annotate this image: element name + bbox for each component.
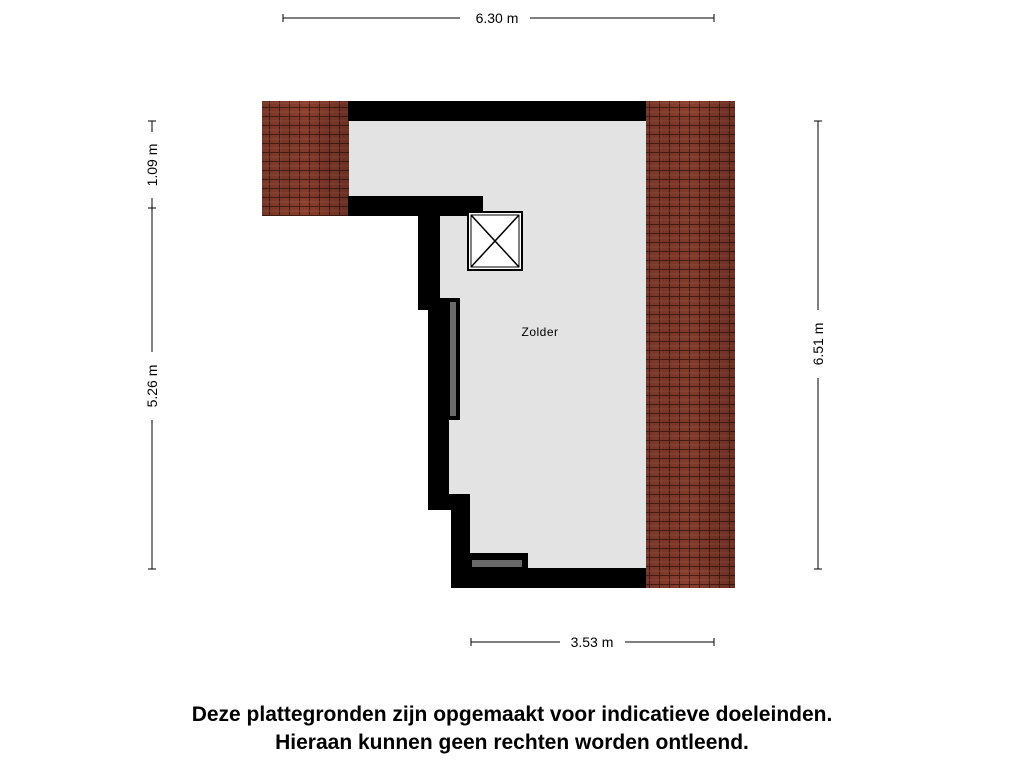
dimension-left-lower-label: 5.26 m [144,364,160,408]
window-bottom [472,560,522,567]
wall-upper-ledge [348,196,483,216]
wall-top [348,101,646,121]
dimension-right-height-label: 6.51 m [810,322,826,366]
zolder-floor [348,121,646,568]
dimension-bottom-width [471,634,714,650]
wall-left-upper [418,205,440,310]
dimension-right-height [810,121,826,569]
wall-bottom [451,568,646,588]
dimension-bottom-width-label: 3.53 m [570,634,614,650]
dimension-left-upper [144,121,160,208]
dimension-top-width-label: 6.30 m [475,10,519,26]
dimension-left-upper-label: 1.09 m [144,143,160,187]
roof-tiles-right-inner [662,118,718,570]
disclaimer-line-1: Deze plattegronden zijn opgemaakt voor indicatieve doeleinden. [191,703,833,726]
dimension-left-lower [144,208,160,569]
dimension-top-width [283,10,714,26]
roof-tiles-left-inner [282,118,332,198]
room-label-zolder: Zolder [521,325,559,339]
window-left [450,302,456,416]
skylight-hatch-icon [468,212,522,270]
wall-left-mid [428,298,449,510]
disclaimer-line-2: Hieraan kunnen geen rechten worden ontleend. [275,731,749,754]
